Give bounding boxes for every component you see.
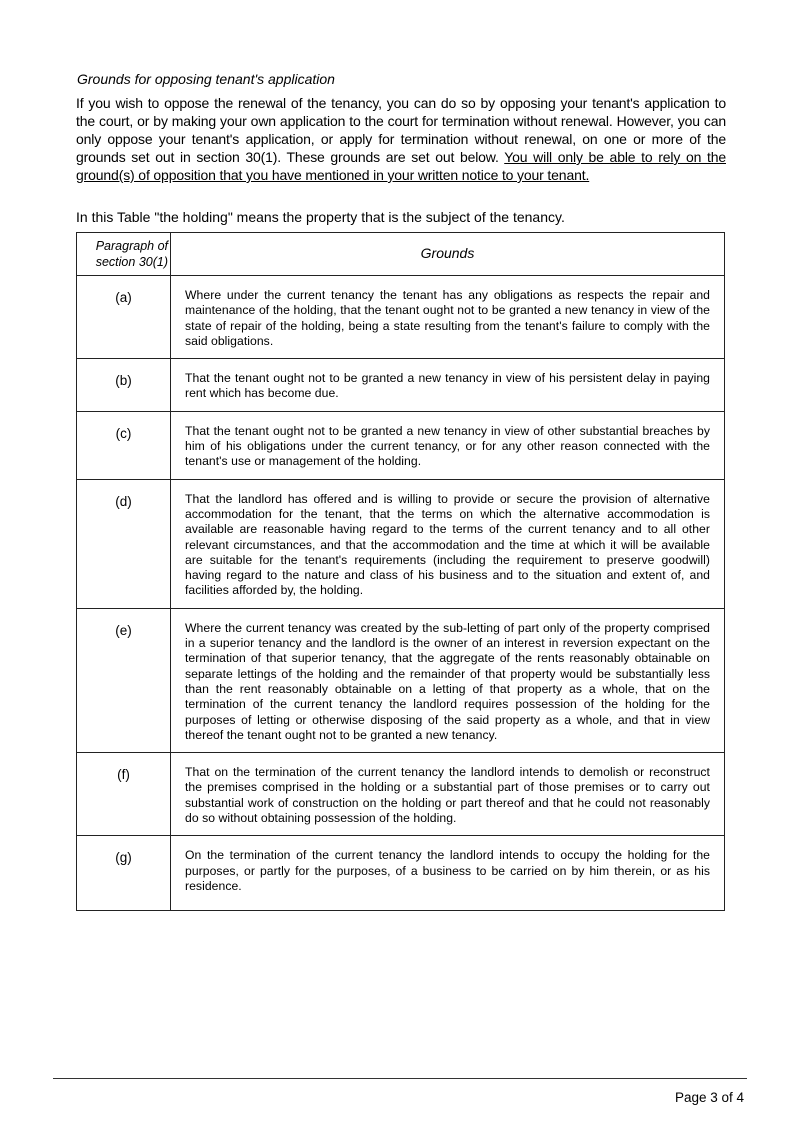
header-grounds-cell: Grounds [171,233,725,276]
ground-cell: On the termination of the current tenancy the landlord intends to occupy the holding for the purposes, or partly for the purposes, of a business to be carried on by him therein, or as his residence. [171,836,725,911]
table-row [77,836,725,911]
intro-paragraph [76,94,726,184]
table-intro-text: In this Table "the holding" means the property that is the subject of the tenancy. [76,209,565,225]
paragraph-cell: (f) [77,753,171,836]
paragraph-cell: (c) [77,411,171,479]
table-row [77,359,725,412]
intro-text: If you wish to oppose the renewal of the tenancy, you can do so by opposing your tenant's application to the court, or by making your own application to the court for termination without renewal. However, you can only oppose your tenant's application, or apply for termination without renewal, on one or more of the grounds set out in section 30(1). These grounds are set out below. [76,95,726,165]
table-header-row [77,233,725,276]
paragraph-cell: (e) [77,608,171,752]
paragraph-cell: (b) [77,359,171,412]
ground-cell: That on the termination of the current tenancy the landlord intends to demolish or reconstruct the premises comprised in the holding or a substantial part of those premises or to carry out substantial work of construction on the holding or part thereof and that he could not reasonably do so without obtaining possession of the holding. [171,753,725,836]
table-row [77,411,725,479]
paragraph-cell: (a) [77,276,171,359]
table-row [77,276,725,359]
ground-cell: That the tenant ought not to be granted a new tenancy in view of other substantial breaches by him of his obligations under the current tenancy, or for any other reason connected with the tenant's use or management of the holding. [171,411,725,479]
section-heading: Grounds for opposing tenant's application [77,71,335,87]
intro-underlined-text: You will only be able to rely on the ground(s) of opposition that you have mentioned in your written notice to your tenant. [76,149,726,183]
table-row [77,479,725,608]
paragraph-cell: (g) [77,836,171,911]
ground-cell: That the tenant ought not to be granted a new tenancy in view of his persistent delay in paying rent which has become due. [171,359,725,412]
page-number: Page 3 of 4 [674,1090,744,1105]
table-row [77,608,725,752]
footer-divider [53,1078,747,1079]
ground-cell: Where the current tenancy was created by the sub-letting of part only of the property comprised in a superior tenancy and the landlord is the owner of an interest in reversion expectant on the termination of that superior tenancy, that the aggregate of the rents reasonably obtainable on separate lettings of the holding and the remainder of that property would be substantially less than the rent reasonably obtainable on a letting of that property as a whole, that on the termination of the current tenancy the landlord requires possession of the holding for the purposes of letting or otherwise disposing of the said property as a whole, and that in view thereof the tenant ought not to be granted a new tenancy. [171,608,725,752]
header-paragraph-cell: Paragraph of section 30(1) [77,233,171,276]
ground-cell: Where under the current tenancy the tenant has any obligations as respects the repair and maintenance of the holding, that the tenant ought not to be granted a new tenancy in view of the state of repair of the holding, being a state resulting from the tenant's failure to comply with the said obligations. [171,276,725,359]
ground-cell: That the landlord has offered and is willing to provide or secure the provision of alternative accommodation for the tenant, that the terms on which the alternative accommodation is available are reasonable having regard to the terms of the current tenancy and to all other relevant circumstances, and that the accommodation and the time at which it will be available are suitable for the tenant's requirements (including the requirement to preserve goodwill) having regard to the nature and class of his business and to the situation and extent of, and facilities afforded by, the holding. [171,479,725,608]
grounds-table [76,232,725,911]
table-row [77,753,725,836]
paragraph-cell: (d) [77,479,171,608]
